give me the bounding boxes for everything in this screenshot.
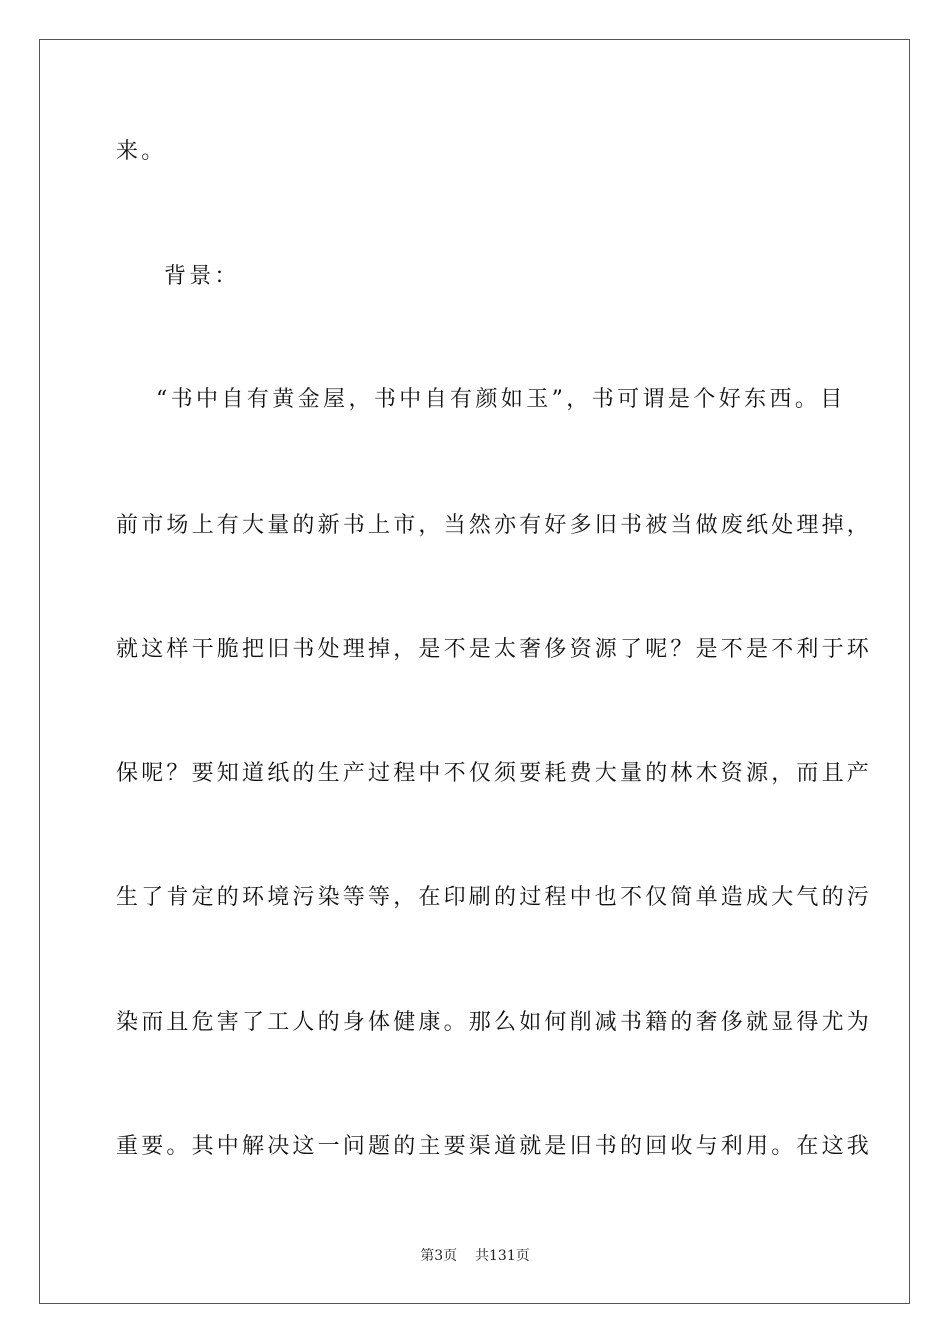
- body-text-line: 就这样干脆把旧书处理掉，是不是太奢侈资源了呢？是不是不利于环: [116, 637, 873, 662]
- body-text-line: “书中自有黄金屋，书中自有颜如玉”，书可谓是个好东西。目: [156, 387, 846, 412]
- section-heading: 背景：: [164, 264, 240, 289]
- body-text-line: 前市场上有大量的新书上市，当然亦有好多旧书被当做废纸处理掉，: [116, 513, 873, 538]
- body-text-line: 重要。其中解决这一问题的主要渠道就是旧书的回收与利用。在这我: [116, 1134, 873, 1159]
- page-total: 共131页: [475, 1248, 530, 1264]
- body-text-line: 染而且危害了工人的身体健康。那么如何削减书籍的奢侈就显得尤为: [116, 1010, 873, 1035]
- body-text-line: 来。: [116, 139, 167, 164]
- page-border: [39, 39, 910, 1304]
- body-text-line: 生了肯定的环境污染等等，在印刷的过程中也不仅简单造成大气的污: [116, 885, 873, 910]
- body-text-line: 保呢？要知道纸的生产过程中不仅须要耗费大量的林木资源，而且产: [116, 761, 873, 786]
- page-number: 第3页: [420, 1248, 458, 1264]
- page-footer: [0, 1246, 950, 1266]
